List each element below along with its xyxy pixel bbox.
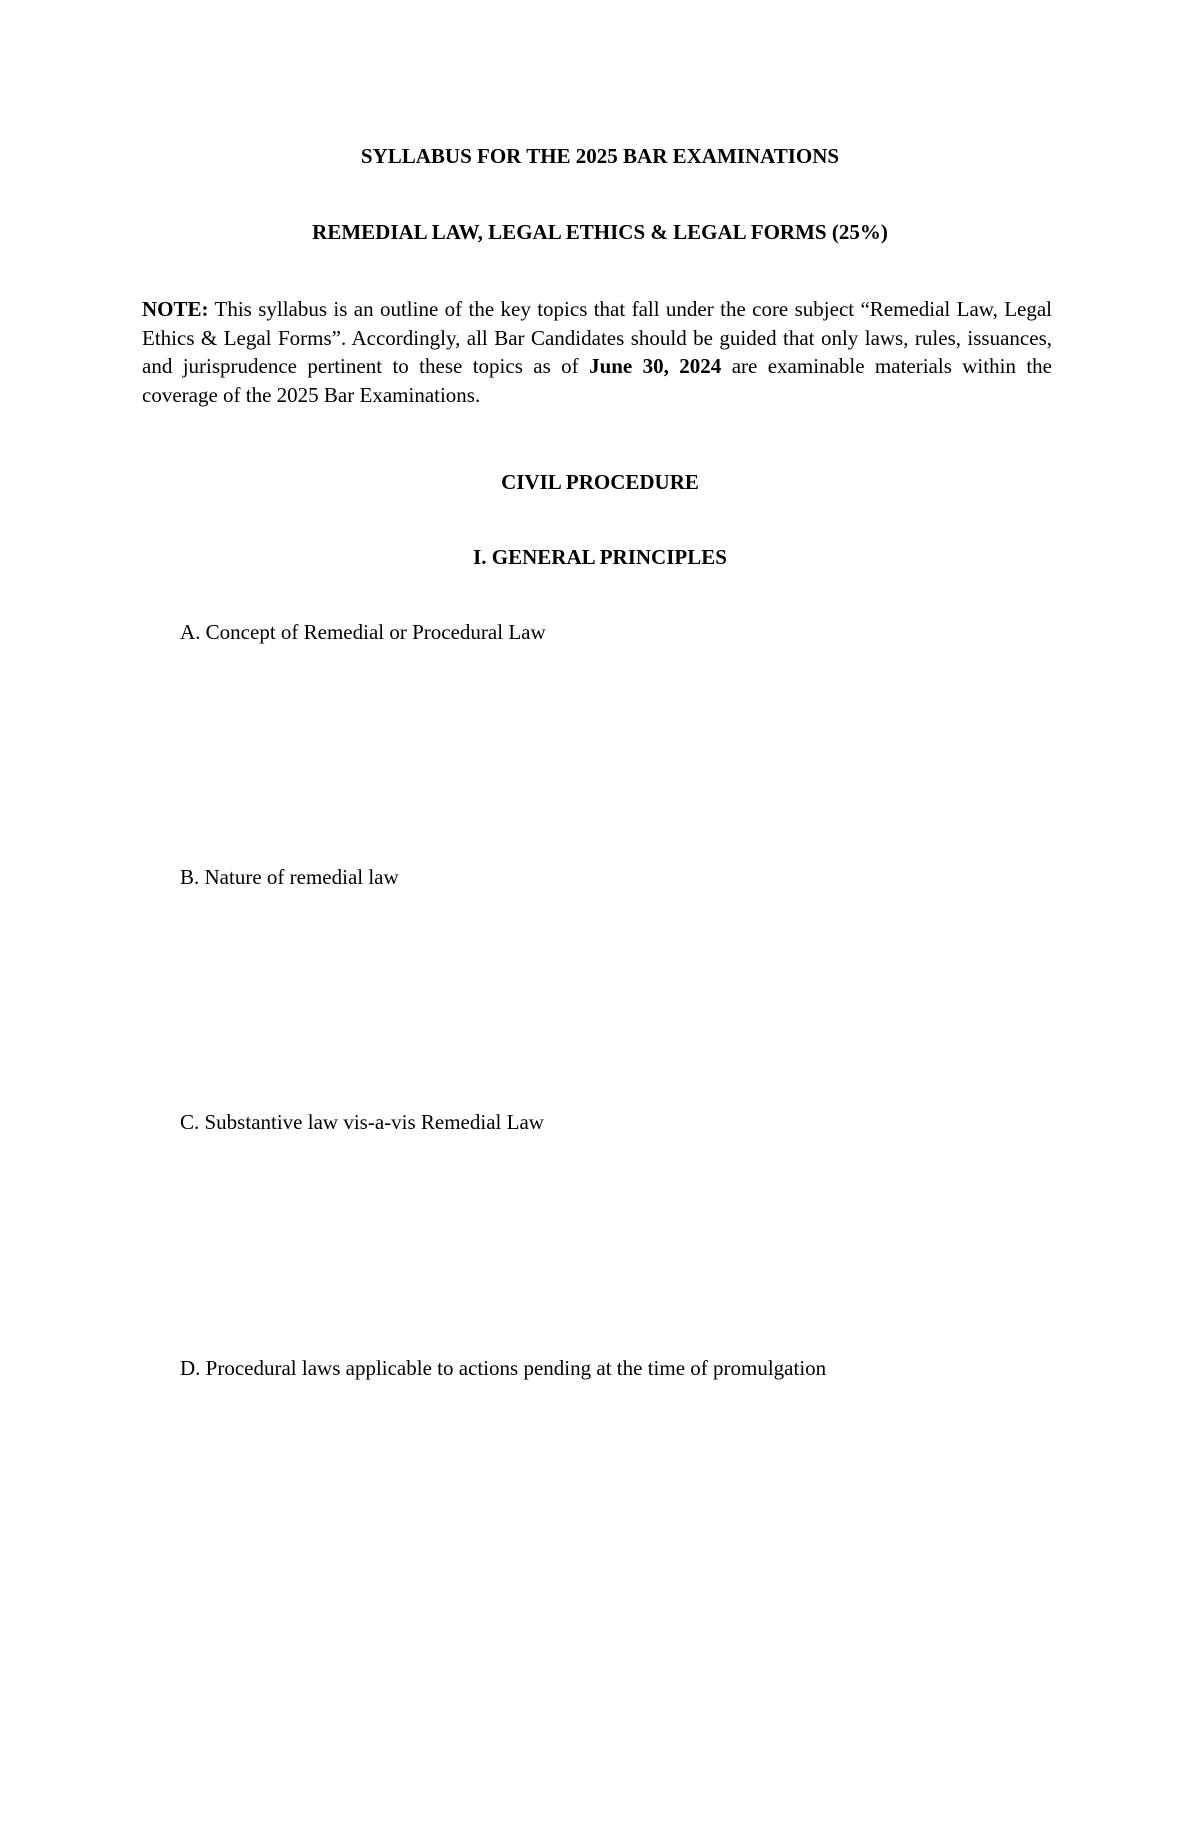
note-label: NOTE: — [142, 297, 209, 321]
note-text-after: are examinable materials within the coverage of the 2025 Bar Examinations. — [142, 354, 1052, 407]
outline-item-d: D. Procedural laws applicable to actions pending at the time of promulgation — [180, 1356, 827, 1380]
document-title: SYLLABUS FOR THE 2025 BAR EXAMINATIONS — [360, 144, 840, 168]
outline-item-b: B. Nature of remedial law — [180, 865, 399, 889]
section-heading-civil-procedure: CIVIL PROCEDURE — [501, 470, 699, 494]
note-date: June 30, 2024 — [589, 354, 722, 378]
note-text-before: This syllabus is an outline of the key topics that fall under the core subject “Remedial Law, Legal Ethics & Legal Forms”. Accordingly, all Bar Candidates should be guided that only laws, rules, issuances, and jurisprudence pertinent to these topics as of — [142, 297, 1052, 378]
part-heading-general-principles: I. GENERAL PRINCIPLES — [473, 545, 727, 569]
outline-item-c: C. Substantive law vis-a-vis Remedial Law — [180, 1110, 544, 1134]
note-paragraph — [142, 295, 1052, 409]
outline-item-a: A. Concept of Remedial or Procedural Law — [180, 620, 546, 644]
subject-heading: REMEDIAL LAW, LEGAL ETHICS & LEGAL FORMS (25%) — [312, 220, 888, 244]
